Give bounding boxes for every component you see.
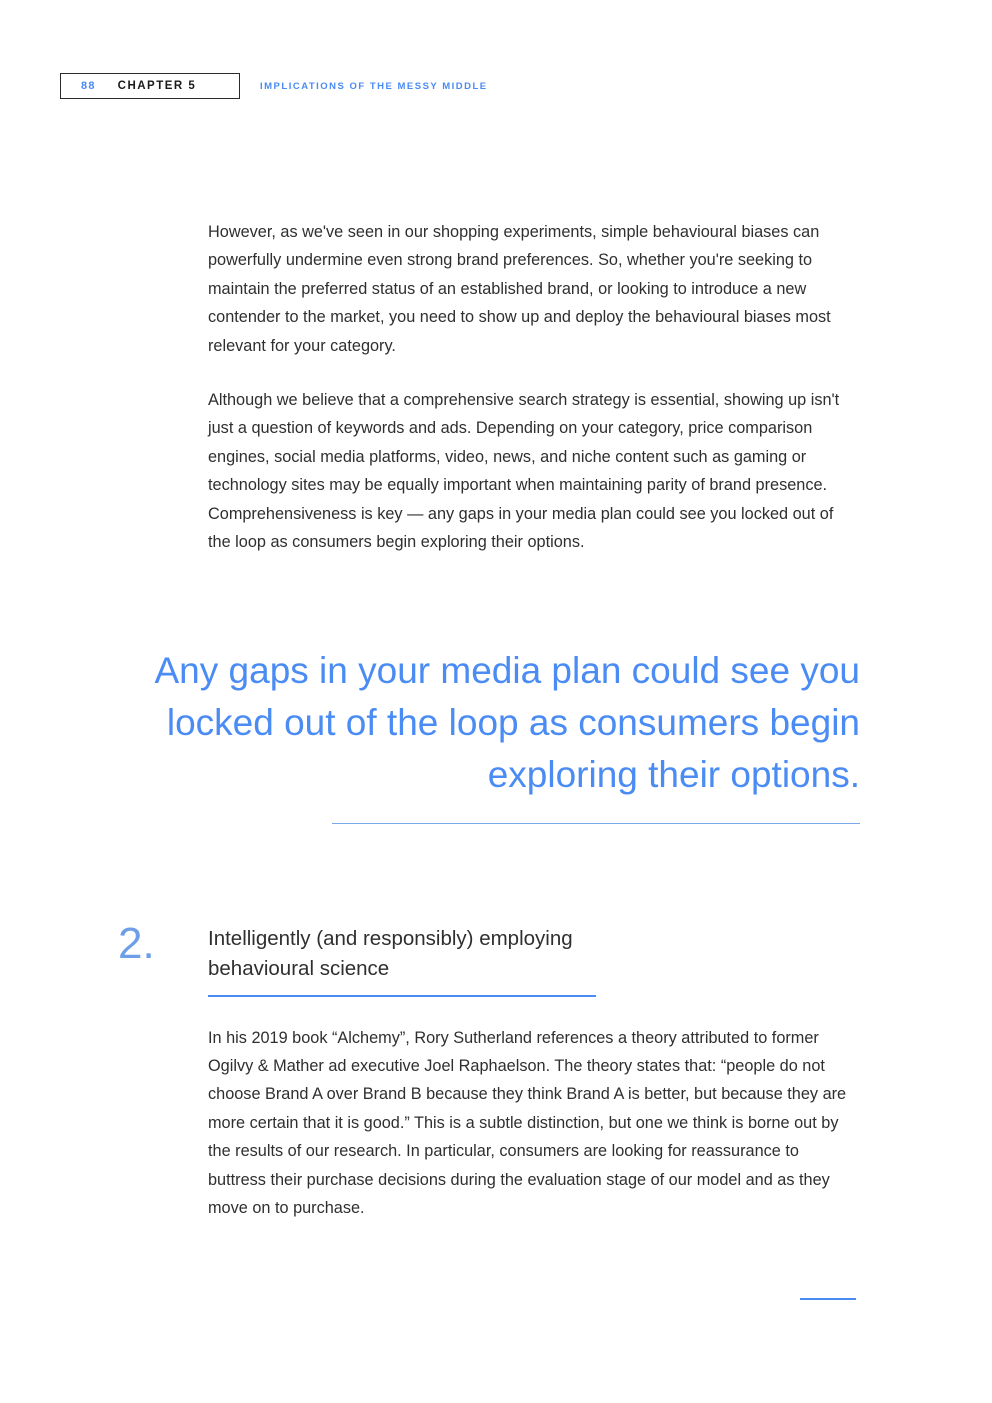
pull-quote-divider: [332, 823, 860, 824]
numbered-section: [118, 916, 858, 1248]
section-divider: [208, 995, 596, 997]
page-header: [60, 73, 488, 99]
body-paragraph-1: However, as we've seen in our shopping experiments, simple behavioural biases can powerfully undermine even strong brand preferences. So, whether you're seeking to maintain the preferred status of an established brand, or looking to introduce a new contender to the market, you need to show up and deploy the behavioural biases most relevant for your category.: [208, 223, 831, 355]
footer-divider: [800, 1298, 856, 1300]
section-paragraph: In his 2019 book “Alchemy”, Rory Sutherland references a theory attributed to former Ogilvy & Mather ad executive Joel Raphaelson. The theory states that: “people do not choose Brand A over Brand B because they think Brand A is better, but because they are more certain that it is good.” This is a subtle distinction, but one we think is borne out by the results of our research. In particular, consumers are looking for reassurance to buttress their purchase decisions during the evaluation stage of our model and as they move on to purchase.: [208, 1028, 847, 1217]
section-title-block: [208, 916, 858, 997]
pull-quote: [100, 645, 860, 824]
section-header: [118, 916, 858, 997]
section-body: [208, 1024, 856, 1223]
section-number: 2.: [118, 919, 155, 968]
body-paragraph-2: Although we believe that a comprehensive search strategy is essential, showing up isn't just a question of keywords and ads. Depending on your category, price comparison engines, social media platforms, video, news, and niche content such as gaming or technology sites may be equally important when maintaining parity of brand presence. Comprehensiveness is key — any gaps in your media plan could see you locked out of the loop as consumers begin exploring their options.: [208, 391, 840, 552]
header-caption: IMPLICATIONS OF THE MESSY MIDDLE: [260, 80, 488, 92]
chapter-label: CHAPTER 5: [117, 80, 197, 92]
body-content: [208, 218, 856, 582]
pull-quote-text: Any gaps in your media plan could see you locked out of the loop as consumers begin exploring their options.: [154, 650, 860, 795]
page-header-box: [60, 73, 240, 99]
section-title: Intelligently (and responsibly) employing behavioural science: [208, 927, 573, 980]
page-number: 88: [81, 80, 96, 92]
